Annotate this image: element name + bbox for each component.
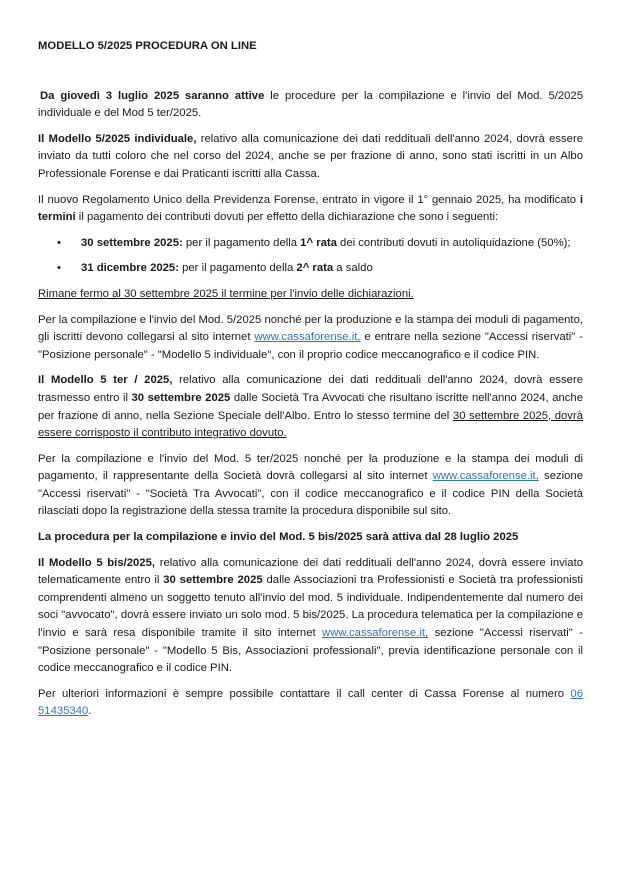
individuale-text: relativo alla comunicazione dei dati reddituali dell'anno 2024, dovrà essere inviato da tutti coloro che nel corso del 2024, anche se per frazione di anno, sono stati iscritti in un Albo Professionale Forense e dai Praticanti iscritti alla Cassa.	[38, 132, 584, 180]
deadline-text: per il pagamento della	[178, 262, 297, 275]
deadline-date: 31 dicembre 2025:	[81, 262, 179, 275]
compilazione-text-1: Per la compilazione e l'invio del Mod. 5/2025 nonché per la produzione e la stampa dei moduli di pagamento, gli iscritti devono collegarsi al sito internet	[38, 313, 583, 344]
deadline-text: per il pagamento della	[182, 236, 301, 249]
ter-bold: Il Modello 5 ter / 2025,	[38, 374, 173, 387]
compilazione-paragraph	[38, 312, 583, 365]
rata-label: 2^ rata	[296, 262, 334, 275]
regolamento-text-1: Il nuovo Regolamento Unico della Previdenza Forense, entrato in vigore il 1° gennaio 2025, ha modificato	[38, 193, 580, 206]
deadline-date: 30 settembre 2025:	[81, 236, 183, 249]
cassaforense-link[interactable]: www.cassaforense.it,	[254, 331, 361, 344]
cassaforense-link[interactable]: www.cassaforense.it,	[322, 627, 429, 640]
bis-heading	[38, 529, 583, 547]
bis-deadline: 30 settembre 2025	[163, 574, 263, 587]
individuale-paragraph	[38, 131, 583, 184]
cassaforense-link[interactable]: www.cassaforense.it,	[432, 470, 539, 483]
phone-link[interactable]: 06 51435340	[38, 687, 583, 718]
compilazione-text-2: e entrare nella sezione "Accessi riservati" - "Posizione personale" - "Modello 5 individuale", con il proprio codice meccanografico e il codice PIN.	[38, 331, 583, 361]
rata-label: 1^ rata	[300, 236, 337, 249]
regolamento-bold: i termini	[38, 193, 583, 224]
regolamento-text-2: il pagamento dei contributi dovuti per effetto della dichiarazione che sono i seguenti:	[75, 211, 499, 224]
bis-heading-text: La procedura per la compilazione e invio del Mod. 5 bis/2025 sarà attiva dal 28 luglio 2025	[38, 531, 519, 544]
contatti-paragraph	[38, 686, 583, 721]
ter-text-2: dalle Società Tra Avvocati che risultano iscritte nell'anno 2024, anche per frazione di anno, nella Sezione Speciale dell'Albo. Entro lo stesso termine del	[38, 391, 583, 422]
bis-text-1: relativo alla comunicazione dei dati reddituali dell'anno 2024, dovrà essere inviato telematicamente entro il	[38, 556, 583, 587]
bullet-icon: •	[57, 262, 61, 275]
individuale-bold: Il Modello 5/2025 individuale,	[38, 132, 197, 145]
contatti-end: .	[88, 705, 92, 718]
rimane-paragraph: Rimane fermo al 30 settembre 2025 il termine per l'invio delle dichiarazioni.	[38, 287, 414, 300]
ter-text-1: relativo alla comunicazione dei dati reddituali dell'anno 2024, dovrà essere trasmesso entro il	[38, 374, 583, 404]
intro-text: le procedure per la compilazione e l'invio del Mod. 5/2025 individuale e del Mod 5 ter/2025.	[38, 89, 583, 120]
bis-paragraph	[38, 555, 583, 678]
regolamento-paragraph	[38, 192, 583, 227]
intro-paragraph	[38, 88, 583, 123]
bullet-icon: •	[57, 236, 61, 249]
deadline-list	[38, 235, 583, 278]
list-item	[38, 235, 583, 253]
deadline-text: a saldo	[333, 262, 373, 275]
ter-compilazione-text-1: Per la compilazione e l'invio del Mod. 5 ter/2025 nonché per la produzione e la stampa dei moduli di pagamento, il rappresentante della Società dovrà collegarsi al sito internet	[38, 452, 583, 483]
list-item	[38, 260, 583, 278]
intro-bold: Da giovedì 3 luglio 2025 saranno attive	[40, 89, 265, 102]
bis-bold: Il Modello 5 bis/2025,	[38, 556, 156, 569]
bis-text-3: sezione "Accessi riservati" - "Posizione personale" - "Modello 5 Bis, Associazioni professionali", previa identificazione personale con il codice meccanografico e il codice PIN.	[38, 627, 583, 675]
contatti-text: Per ulteriori informazioni è sempre possibile contattare il call center di Cassa Forense al numero	[38, 687, 571, 700]
ter-paragraph	[38, 372, 583, 442]
bis-text-2: dalle Associazioni tra Professionisti e Società tra professionisti comprendenti almeno un soggetto tenuto all'invio del mod. 5 individuale. Indipendentemente dal numero dei soci "avvocato", dovrà essere inviato un solo mod. 5 bis/2025. La procedura telematica per la compilazione e l'invio e sarà resa disponibile tramite il sito internet	[38, 574, 583, 640]
ter-underlined: 30 settembre 2025, dovrà essere corrisposto il contributo integrativo dovuto.	[38, 409, 583, 440]
ter-compilazione-text-2: sezione "Accessi riservati" - "Società Tra Avvocati", con il codice meccanografico e il codice PIN della Società rilasciati dopo la registrazione della stessa tramite la procedura disponibile sul sito.	[38, 470, 583, 518]
document-page	[38, 38, 583, 729]
ter-deadline: 30 settembre 2025	[131, 391, 231, 404]
page-title: MODELLO 5/2025 PROCEDURA ON LINE	[38, 40, 257, 52]
deadline-text: dei contributi dovuti in autoliquidazione (50%);	[336, 236, 571, 249]
ter-compilazione-paragraph	[38, 451, 583, 521]
